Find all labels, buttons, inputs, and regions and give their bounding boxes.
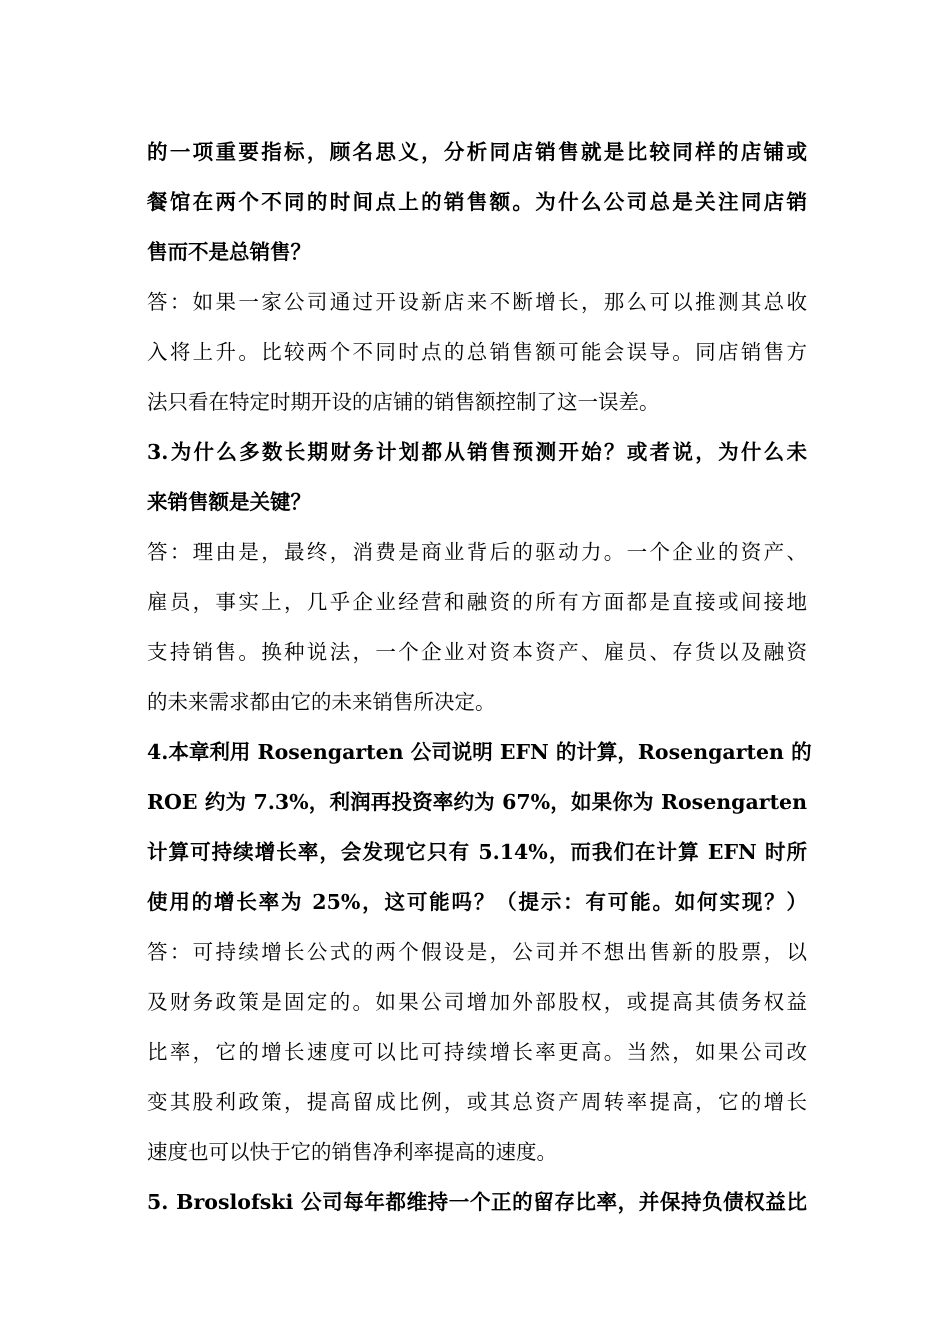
answer-paragraph: [147, 927, 807, 1177]
text-line: 来销售额是关键？: [147, 490, 311, 514]
text-line: 变其股利政策，提高留成比例，或其总资产周转率提高，它的增长: [147, 1090, 807, 1114]
text-line: 入将上升。比较两个不同时点的总销售额可能会误导。同店销售方: [147, 340, 807, 364]
question-paragraph: [147, 727, 812, 927]
text-line: 3.为什么多数长期财务计划都从销售预测开始？或者说，为什么未: [147, 440, 807, 464]
text-line: 答：可持续增长公式的两个假设是，公司并不想出售新的股票，以: [147, 940, 807, 964]
text-line: 餐馆在两个不同的时间点上的销售额。为什么公司总是关注同店销: [147, 190, 807, 214]
text-line: 4.本章利用 Rosengarten 公司说明 EFN 的计算，Rosengarten 的: [147, 740, 812, 764]
text-line: 使用的增长率为 25%，这可能吗？（提示：有可能。如何实现？）: [147, 890, 807, 914]
text-line: 答：理由是，最终，消费是商业背后的驱动力。一个企业的资产、: [147, 540, 807, 564]
answer-paragraph: [147, 527, 807, 727]
text-line: 答：如果一家公司通过开设新店来不断增长，那么可以推测其总收: [147, 290, 807, 314]
question-paragraph: [147, 127, 807, 277]
answer-paragraph: [147, 277, 807, 427]
text-line: 的未来需求都由它的未来销售所决定。: [147, 690, 496, 714]
text-line: 售而不是总销售？: [147, 240, 311, 264]
text-line: ROE 约为 7.3%，利润再投资率约为 67%，如果你为 Rosengarten: [147, 790, 807, 814]
text-line: 速度也可以快于它的销售净利率提高的速度。: [147, 1140, 557, 1164]
text-line: 比率，它的增长速度可以比可持续增长率更高。当然，如果公司改: [147, 1040, 807, 1064]
text-line: 及财务政策是固定的。如果公司增加外部股权，或提高其债务权益: [147, 990, 807, 1014]
text-line: 支持销售。换种说法，一个企业对资本资产、雇员、存货以及融资: [147, 640, 807, 664]
question-paragraph: [147, 1177, 807, 1227]
text-line: 计算可持续增长率，会发现它只有 5.14%，而我们在计算 EFN 时所: [147, 840, 807, 864]
text-line: 雇员，事实上，几乎企业经营和融资的所有方面都是直接或间接地: [147, 590, 807, 614]
text-line: 的一项重要指标，顾名思义，分析同店销售就是比较同样的店铺或: [147, 140, 807, 164]
document-page: [147, 127, 812, 1227]
text-line: 法只看在特定时期开设的店铺的销售额控制了这一误差。: [147, 390, 660, 414]
question-paragraph: [147, 427, 807, 527]
text-line: 5. Broslofski 公司每年都维持一个正的留存比率，并保持负债权益比: [147, 1190, 807, 1214]
